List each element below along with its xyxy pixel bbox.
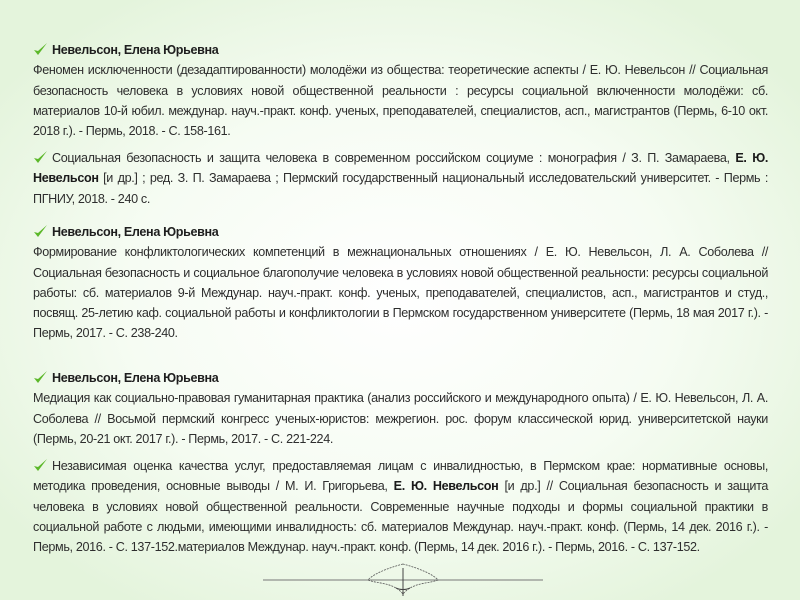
- author-name-bold: Е. Ю. Невельсон: [393, 479, 499, 494]
- citation-text: Феномен исключенности (дезадаптированности) молодёжи из общества: теоретические аспекты / Е. Ю. Невельсон // Социальная безопасность человека в условиях новой общественной реальности : ресурсы социальной включенности молодёжи: сб. материалов 10-й юбил. междунар. науч.-практ. конф. ученых, преподавателей, специалистов, асп., магистрантов (Пермь, 6-10 окт. 2018 г.). - Пермь, 2018. - С. 158-161.: [33, 63, 768, 139]
- author-heading: Невельсон, Елена Юрьевна: [52, 225, 219, 239]
- citation-text: Независимая оценка качества услуг, предоставляемая лицам с инвалидностью, в Пермском крае: нормативные основы, методика проведения, основные выводы / М. И. Григорьева,: [33, 459, 768, 494]
- citation-text: Социальная безопасность и защита человека в современном российском социуме : монография / З. П. Замараева,: [52, 151, 736, 165]
- bibliography-entry: [33, 368, 768, 449]
- bibliography-entry: [33, 148, 768, 209]
- author-heading: Невельсон, Елена Юрьевна: [52, 43, 219, 57]
- bibliography-entry: [33, 40, 768, 141]
- citation-text: Формирование конфликтологических компетенций в межнациональных отношениях / Е. Ю. Невельсон, Л. А. Соболева // Социальная безопасность и социальное благополучие человека в условиях новой общественной реальности: ресурсы социальной работы: сб. материалов 9-й Междунар. науч.-практ. конф. ученых, преподавателей, специалистов, асп., магистрантов и студ., посвящ. 25-летию каф. социальной работы и конфликтологии в Пермском государственном университете (Пермь, 18 мая 2017 г.). - Пермь, 2017. - С. 238-240.: [33, 245, 768, 341]
- author-name-bold: Е. Ю. Невельсон: [33, 151, 768, 186]
- checkmark-icon: [33, 370, 48, 384]
- citation-text: [и др.] // Социальная безопасность и защита человека в условиях новой общественной реальности. Современные научные подходы и формы социальной практики в социальной работе с людьми, имеющими инвалидность: сб. материалов Междунар. науч.-практ. конф. (Пермь, 14 дек. 2016 г.). - Пермь, 2016. - С. 137-152.материалов Междунар. науч.-практ. конф. (Пермь, 14 дек. 2016 г.). - Пермь, 2016. - С. 137-152.: [33, 479, 769, 555]
- citation-text: Медиация как социально-правовая гуманитарная практика (анализ российского и международного опыта) / Е. Ю. Невельсон, Л. А. Соболева // Восьмой пермский конгресс ученых-юристов: межрегион. рос. форум классической юрид. университетской науки (Пермь, 20-21 окт. 2017 г.). - Пермь, 2017. - С. 221-224.: [33, 391, 768, 446]
- bibliography-entry: [33, 456, 768, 557]
- checkmark-icon: [33, 458, 48, 472]
- checkmark-icon: [33, 224, 48, 238]
- citation-text: [и др.] ; ред. З. П. Замараева ; Пермский государственный национальный исследовательский университет. - Пермь : ПГНИУ, 2018. - 240 с.: [33, 171, 768, 206]
- author-heading: Невельсон, Елена Юрьевна: [52, 371, 219, 385]
- checkmark-icon: [33, 42, 48, 56]
- bibliography-entry: [33, 222, 768, 344]
- ornament-divider-icon: [258, 560, 548, 600]
- checkmark-icon: [33, 150, 48, 164]
